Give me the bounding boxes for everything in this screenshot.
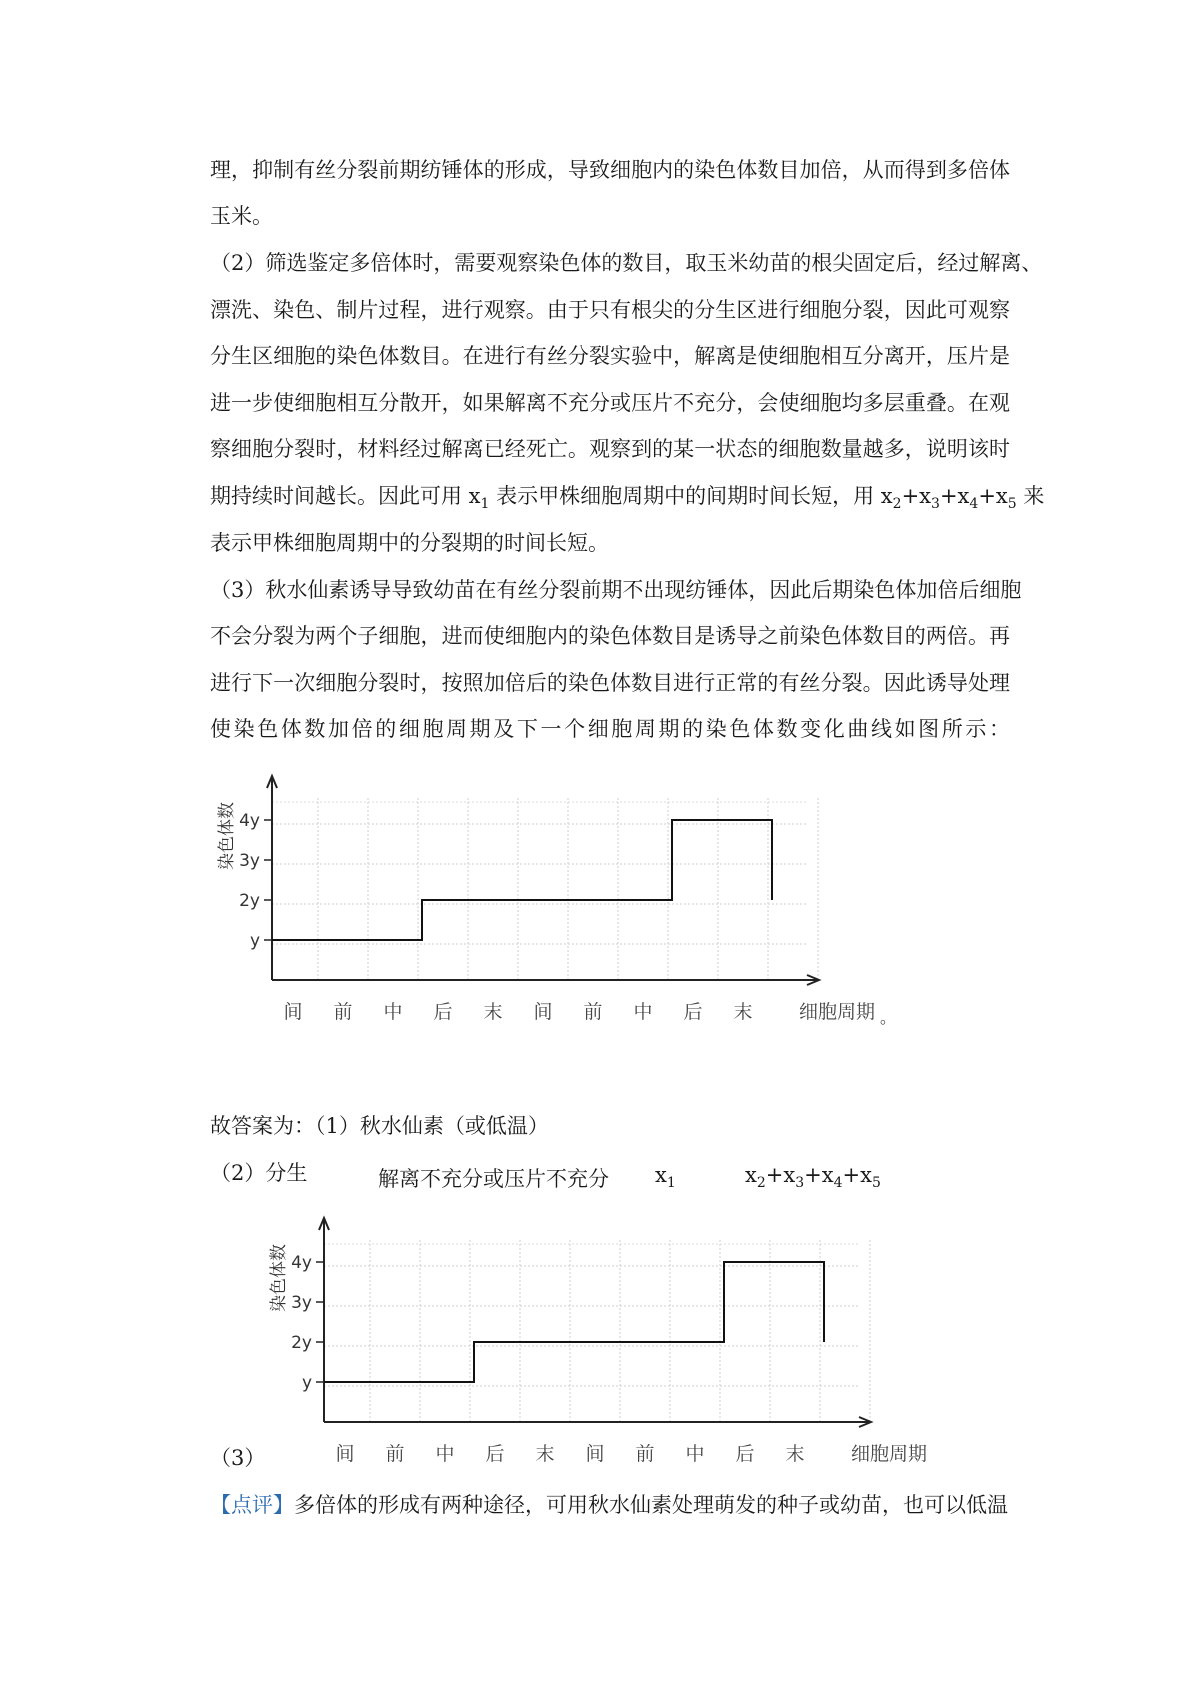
subscript: 2 [892,496,902,513]
x-tick-label: 前 [635,1443,655,1465]
y-axis-label: 染色体数 [217,802,237,870]
x-tick-label: 后 [683,1001,703,1023]
x-tick-label: 后 [485,1443,505,1465]
text-line: 察细胞分裂时，材料经过解离已经死亡。观察到的某一状态的细胞数量越多，说明该时 [210,437,1010,461]
x-tick-label: 中 [685,1443,705,1465]
y-tick-label: 3y [239,851,260,871]
text-line: 漂洗、染色、制片过程，进行观察。由于只有根尖的分生区进行细胞分裂，因此可观察 [210,298,1010,322]
data-series-line [272,820,772,940]
subscript: 5 [871,1175,881,1192]
text-run: 来 [1016,484,1045,508]
text-run: +x [842,1163,872,1187]
text-run: +x [804,1163,834,1187]
period-mark: 。 [880,1008,897,1027]
y-tick-label: y [301,1373,312,1393]
answer-2-blank-d [745,1163,881,1191]
answer-2-blank-b: 解离不充分或压片不充分 [378,1167,609,1191]
text-line: 理，抑制有丝分裂前期纺锤体的形成，导致细胞内的染色体数目加倍，从而得到多倍体 [210,158,1010,182]
x-tick-label: 末 [483,1001,503,1023]
subscript: 1 [480,496,490,513]
x-tick-label: 末 [733,1001,753,1023]
answer-intro: 故答案为：（1）秋水仙素（或低温） [210,1114,549,1138]
text-line: 进一步使细胞相互分散开，如果解离不充分或压片不充分，会使细胞均多层重叠。在观 [210,391,1010,415]
y-tick-label: 3y [291,1293,312,1313]
answer-2-blank-c [655,1163,676,1191]
text-line-formula [210,486,1044,511]
text-line: 分生区细胞的染色体数目。在进行有丝分裂实验中，解离是使细胞相互分离开，压片是 [210,344,1010,368]
x-tick-label: 末 [785,1443,805,1465]
x-tick-label: 后 [433,1001,453,1023]
x-tick-label: 间 [585,1443,605,1465]
chromosome-chart-1 [210,768,910,1033]
comment-line [210,1495,1008,1516]
x-tick-label: 前 [385,1443,405,1465]
x-tick-label: 间 [335,1443,355,1465]
x-tick-label: 中 [383,1001,403,1023]
answer-3-label: （3） [210,1446,266,1470]
x-tick-label: 前 [583,1001,603,1023]
y-axis-label: 染色体数 [269,1244,289,1312]
text-line: （3）秋水仙素诱导导致幼苗在有丝分裂前期不出现纺锤体，因此后期染色体加倍后细胞 [210,578,1022,602]
y-tick-label: 2y [239,891,260,911]
comment-tag: 【点评】 [210,1493,294,1517]
text-line: 使染色体数加倍的细胞周期及下一个细胞周期的染色体数变化曲线如图所示： [210,717,1010,741]
chromosome-chart-2 [262,1210,962,1475]
x-tick-label: 间 [533,1001,553,1023]
data-series-line [324,1262,824,1382]
x-axis-label: 细胞周期 [798,1001,876,1023]
text-run: +x [939,484,970,508]
text-run: 期持续时间越长。因此可用 x [210,484,481,508]
y-tick-label: 4y [239,811,260,831]
answer-2-label: （2）分生 [210,1161,308,1185]
subscript: 4 [833,1175,843,1192]
x-tick-label: 中 [633,1001,653,1023]
x-tick-label: 中 [435,1443,455,1465]
x-tick-label: 间 [283,1001,303,1023]
x-tick-label: 前 [333,1001,353,1023]
text-run: +x [901,484,932,508]
text-run: x [655,1163,667,1187]
text-line: 进行下一次细胞分裂时，按照加倍后的染色体数目进行正常的有丝分裂。因此诱导处理 [210,671,1010,695]
x-axis-label: 细胞周期 [850,1443,928,1465]
y-tick-label: 4y [291,1253,312,1273]
text-line: 玉米。 [210,204,273,228]
subscript: 5 [1007,496,1017,513]
y-tick-label: 2y [291,1333,312,1353]
subscript: 4 [969,496,979,513]
x-tick-label: 后 [735,1443,755,1465]
text-run: +x [765,1163,796,1187]
subscript: 2 [756,1175,766,1192]
text-line: 不会分裂为两个子细胞，进而使细胞内的染色体数目是诱导之前染色体数目的两倍。再 [210,624,1010,648]
text-line: （2）筛选鉴定多倍体时，需要观察染色体的数目，取玉米幼苗的根尖固定后，经过解离、 [210,251,1043,275]
subscript: 3 [795,1175,805,1192]
subscript: 1 [666,1175,676,1192]
text-run: x [745,1163,757,1187]
text-line: 表示甲株细胞周期中的分裂期的时间长短。 [210,531,609,555]
text-run: 表示甲株细胞周期中的间期时间长短，用 x [489,484,893,508]
subscript: 3 [931,496,940,513]
x-tick-label: 末 [535,1443,555,1465]
comment-text: 多倍体的形成有两种途径，可用秋水仙素处理萌发的种子或幼苗，也可以低温 [294,1493,1008,1517]
text-run: +x [978,484,1008,508]
y-tick-label: y [249,931,260,951]
